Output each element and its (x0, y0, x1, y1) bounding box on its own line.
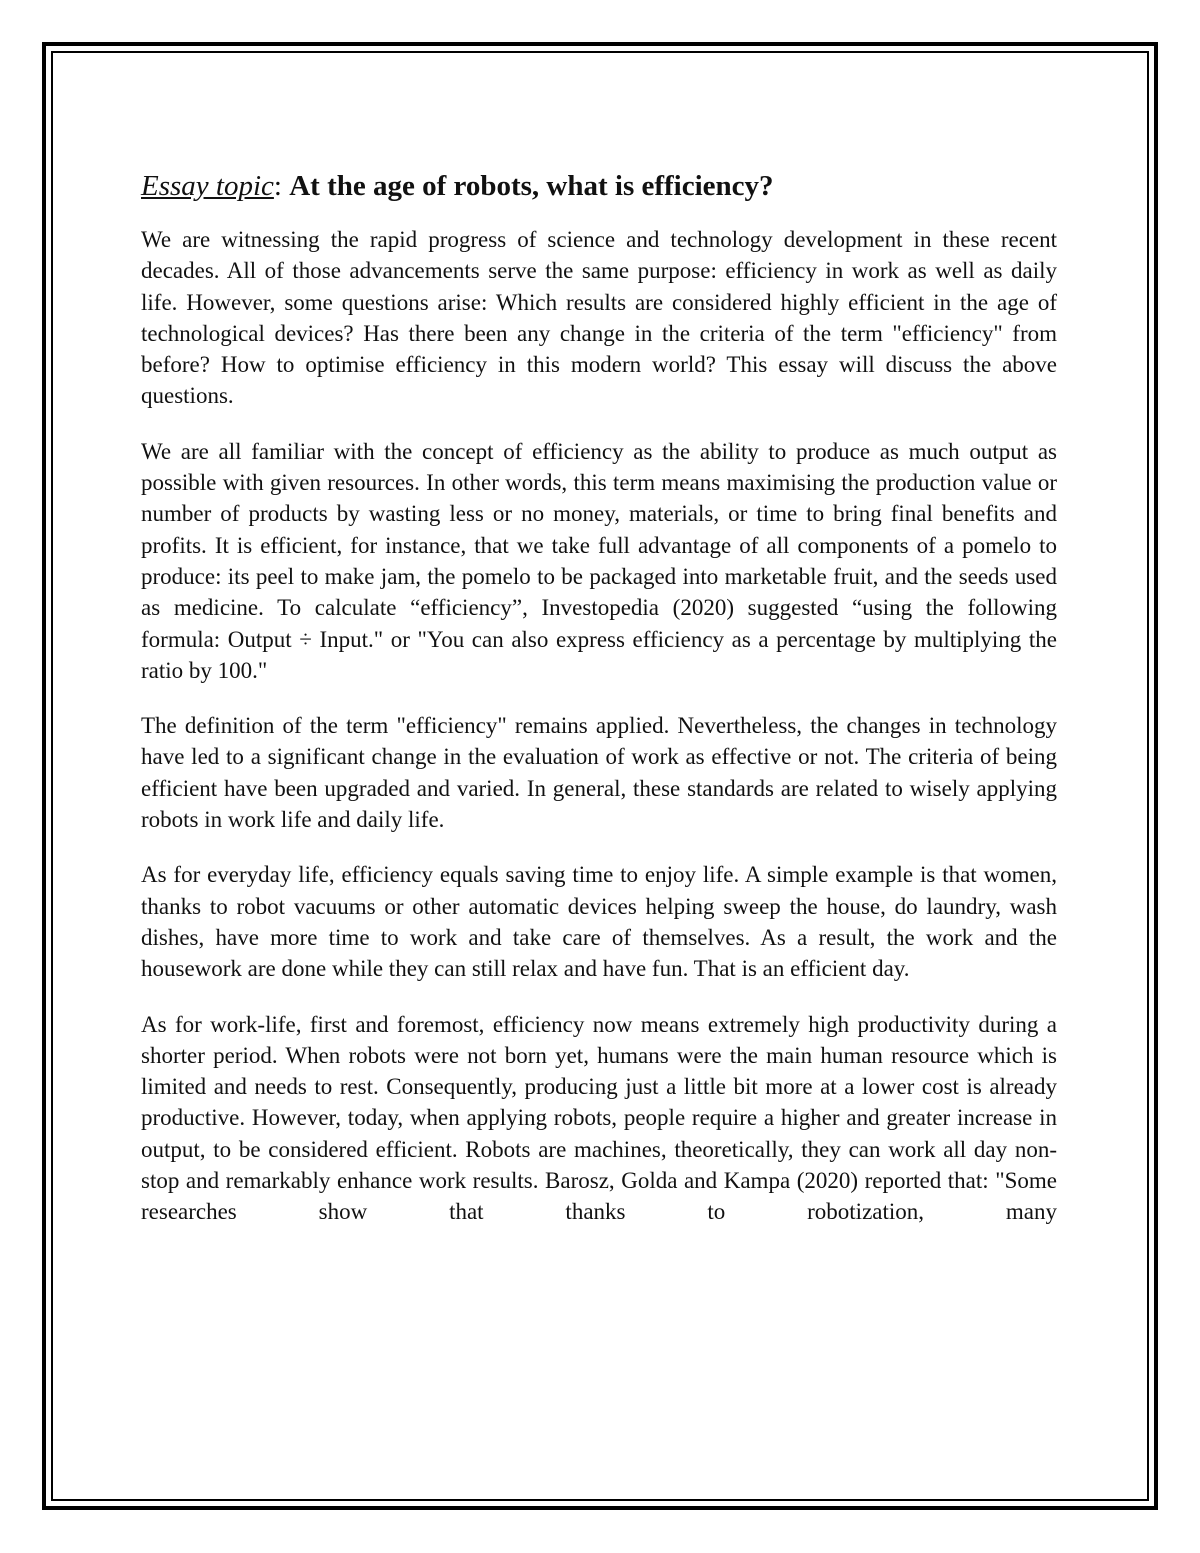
paragraph-introduction: We are witnessing the rapid progress of science and technology development in these recent decades. All of those advancements serve the same purpose: efficiency in work as well as daily life. However, some questions arise: Which results are considered highly efficient in the age of technological devices? Has there been any change in the criteria of the term "efficiency" from before? How to optimise efficiency in this modern world? This essay will discuss the above questions. (141, 227, 1057, 409)
essay-title-text: At the age of robots, what is efficiency? (289, 170, 774, 202)
essay-body (141, 166, 1057, 1252)
paragraph-work-life: As for work-life, first and foremost, efficiency now means extremely high productivity during a shorter period. When robots were not born yet, humans were the main human resource which is limited and needs to rest. Consequently, producing just a little bit more at a lower cost is already productive. However, today, when applying robots, people require a higher and greater increase in output, to be considered efficient. Robots are machines, theoretically, they can work all day non-stop and remarkably enhance work results. Barosz, Golda and Kampa (2020) reported that: "Some researches show that thanks to robotization, many (141, 1011, 1057, 1225)
essay-title-label: Essay topic (141, 170, 274, 202)
paragraph-everyday-life: As for everyday life, efficiency equals saving time to enjoy life. A simple example is that women, thanks to robot vacuums or other automatic devices helping sweep the house, do laundry, wash dishes, have more time to work and take care of themselves. As a result, the work and the housework are done while they can still relax and have fun. That is an efficient day. (141, 862, 1057, 982)
essay-title (141, 166, 1057, 206)
paragraph-criteria: The definition of the term "efficiency" remains applied. Nevertheless, the changes in technology have led to a significant change in the evaluation of work as effective or not. The criteria of being efficient have been upgraded and varied. In general, these standards are related to wisely applying robots in work life and daily life. (141, 713, 1057, 833)
paragraph-definition: We are all familiar with the concept of efficiency as the ability to produce as much output as possible with given resources. In other words, this term means maximising the production value or number of products by wasting less or no money, materials, or time to bring final benefits and profits. It is efficient, for instance, that we take full advantage of all components of a pomelo to produce: its peel to make jam, the pomelo to be packaged into marketable fruit, and the seeds used as medicine. To calculate “efficiency”, Investopedia (2020) suggested “using the following formula: Output ÷ Input." or "You can also express efficiency as a percentage by multiplying the ratio by 100." (141, 438, 1057, 683)
essay-title-separator: : (273, 170, 290, 202)
